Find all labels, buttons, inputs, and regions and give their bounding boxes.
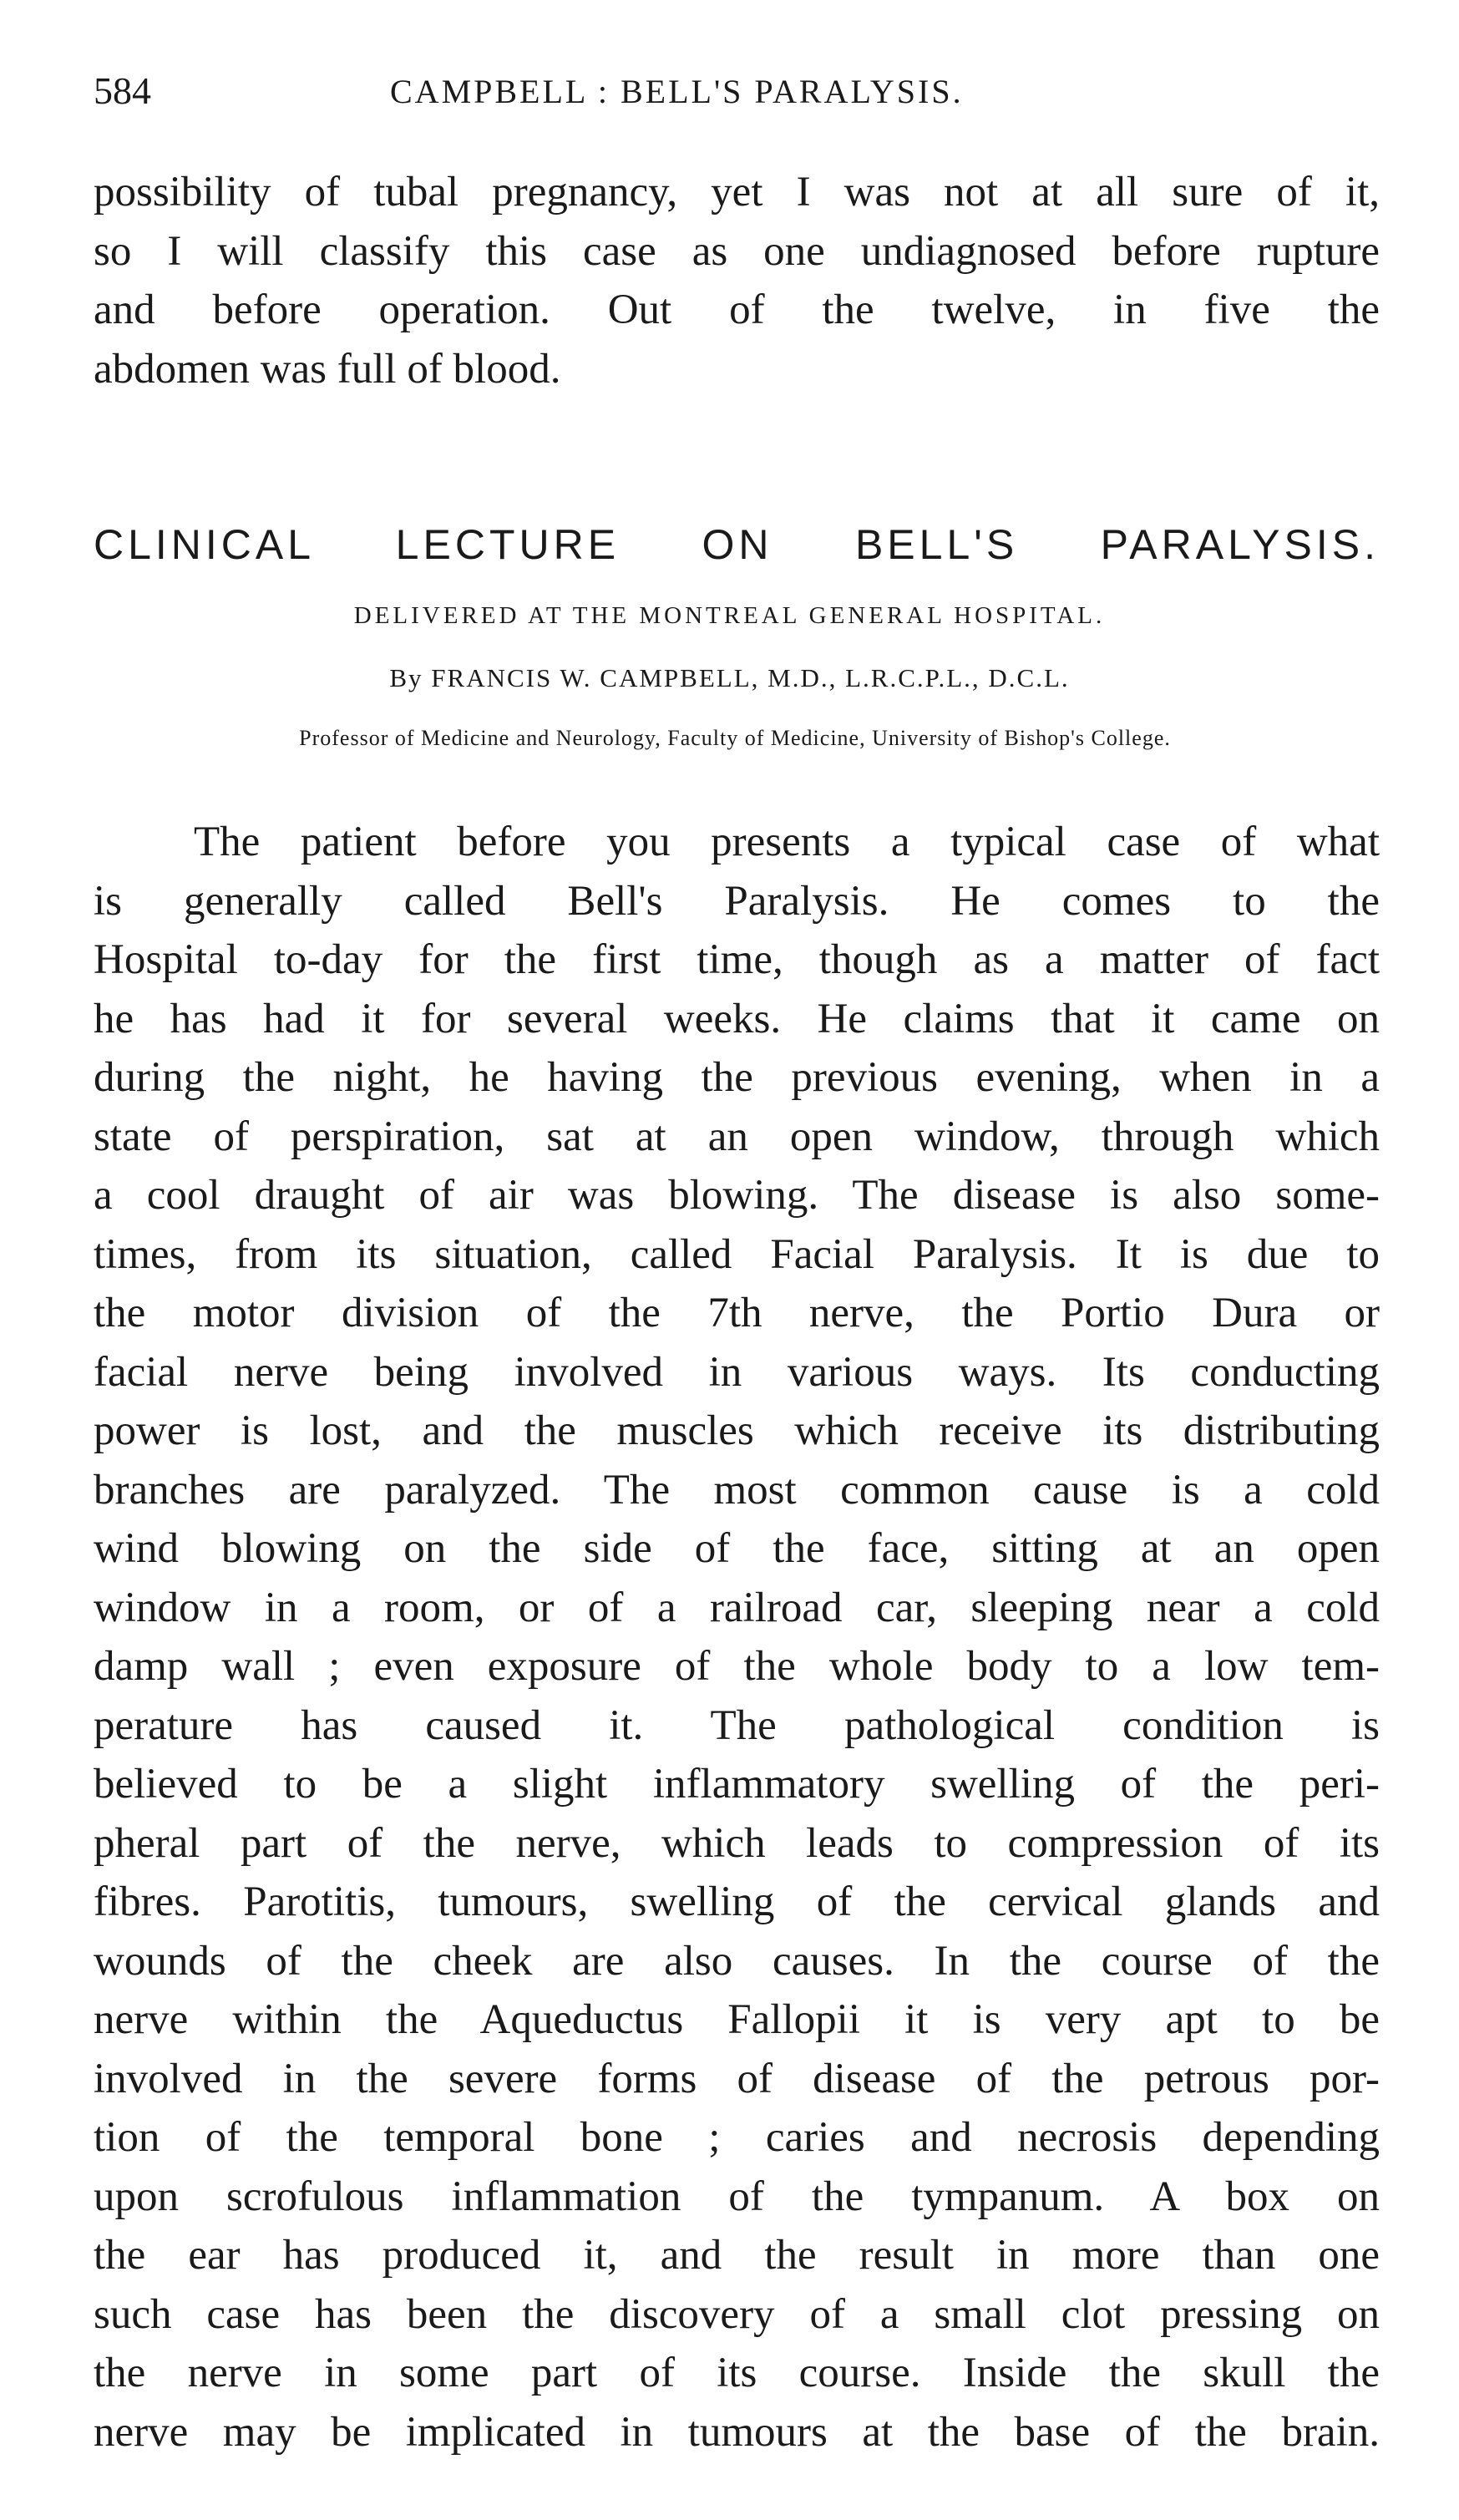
text-line: nerve within the Aqueductus Fallopii it is very apt to be [94, 1996, 1380, 2043]
text-line: upon scrofulous inflammation of the tympanum. A box on [94, 2173, 1380, 2220]
author-byline: By FRANCIS W. CAMPBELL, M.D., L.R.C.P.L., D.C.L. [389, 663, 1070, 692]
text-line: branches are paralyzed. The most common cause is a cold [94, 1466, 1380, 1514]
text-line: perature has caused it. The pathological condition is [94, 1701, 1380, 1749]
text-line: wind blowing on the side of the face, sitting at an open [94, 1525, 1380, 1572]
text-line: is generally called Bell's Paralysis. He comes to the [94, 877, 1380, 925]
text-line: abdomen was full of blood. [94, 345, 561, 393]
text-line: tion of the temporal bone ; caries and necrosis depending [94, 2114, 1380, 2161]
text-line: the nerve in some part of its course. Inside the skull the [94, 2350, 1380, 2396]
text-line: power is lost, and the muscles which receive its distributing [94, 1407, 1380, 1454]
page-number: 584 [94, 69, 151, 112]
article-title: CLINICAL LECTURE ON BELL'S PARALYSIS. [94, 521, 1380, 568]
text-line: Hospital to-day for the first time, though as a matter of fact [94, 936, 1380, 983]
text-line: pheral part of the nerve, which leads to compression of its [94, 1819, 1380, 1867]
text-line: the ear has produced it, and the result in more than one [94, 2232, 1380, 2279]
text-line: during the night, he having the previous evening, when in a [94, 1054, 1380, 1101]
text-line: wounds of the cheek are also causes. In the course of the [94, 1937, 1380, 1985]
lecture-paragraph [94, 813, 1380, 2462]
text-line: so I will classify this case as one undiagnosed before rupture [94, 227, 1380, 275]
text-line: facial nerve being involved in various ways. Its conducting [94, 1348, 1380, 1396]
text-line: state of perspiration, sat at an open window, through which [94, 1113, 1380, 1160]
running-head [94, 68, 1380, 127]
text-line: The patient before you presents a typical case of what [194, 819, 1380, 865]
delivered-at-line: DELIVERED AT THE MONTREAL GENERAL HOSPITAL. [353, 602, 1106, 629]
text-line: involved in the severe forms of disease of the petrous por- [94, 2055, 1380, 2102]
text-line: window in a room, or of a railroad car, sleeping near a cold [94, 1584, 1380, 1631]
text-line: the motor division of the 7th nerve, the Portio Dura or [94, 1290, 1380, 1336]
text-line: possibility of tubal pregnancy, yet I was not at all sure of it, [94, 169, 1380, 215]
running-title: CAMPBELL : BELL'S PARALYSIS. [390, 73, 964, 110]
text-line: damp wall ; even exposure of the whole body to a low tem- [94, 1643, 1380, 1690]
text-line: and before operation. Out of the twelve, in five the [94, 286, 1380, 333]
text-line: he has had it for several weeks. He claims that it came on [94, 995, 1380, 1042]
text-line: nerve may be implicated in tumours at the base of the brain. [94, 2408, 1380, 2456]
text-line: times, from its situation, called Facial Paralysis. It is due to [94, 1230, 1380, 1278]
text-line: a cool draught of air was blowing. The disease is also some- [94, 1172, 1380, 1219]
author-affiliation: Professor of Medicine and Neurology, Faculty of Medicine, University of Bishop's College. [299, 726, 1171, 750]
text-line: such case has been the discovery of a small clot pressing on [94, 2290, 1380, 2338]
text-line: believed to be a slight inflammatory swelling of the peri- [94, 1761, 1380, 1808]
text-line: fibres. Parotitis, tumours, swelling of the cervical glands and [94, 1879, 1380, 1925]
continued-paragraph [94, 163, 1380, 398]
